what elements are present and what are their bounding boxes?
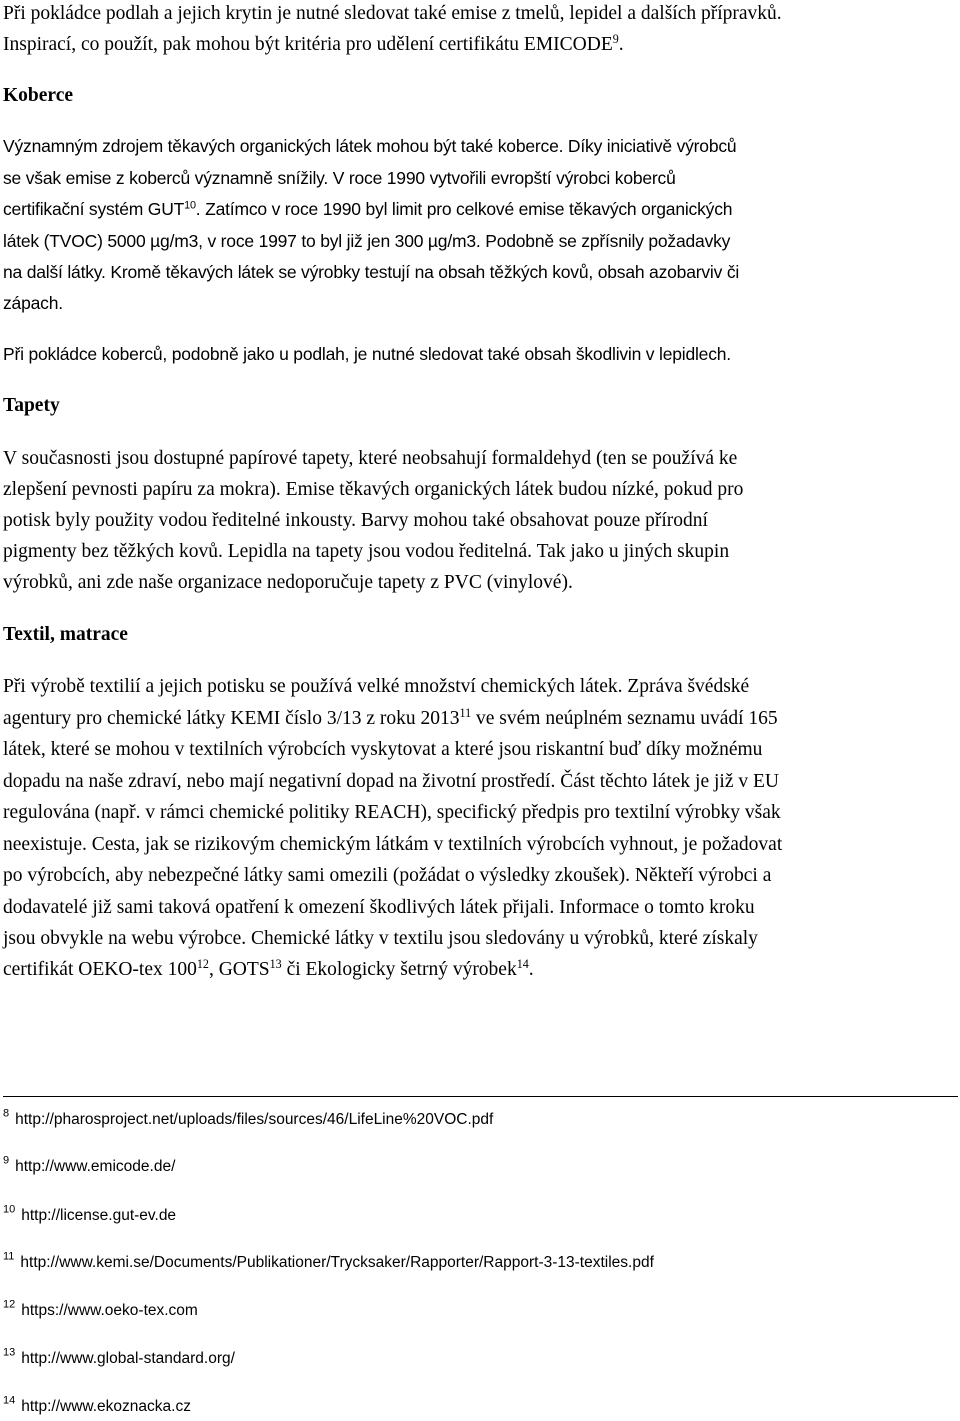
footnote-ref: 12: [196, 956, 209, 971]
footnote-number: 14: [3, 1394, 16, 1407]
footnote-ref: 11: [459, 705, 472, 720]
tapety-line-2: zlepšení pevnosti papíru za mokra). Emise těkavých organických látek budou nízké, pokud pro: [3, 479, 744, 500]
textil-line-4: dopadu na naše zdraví, nebo mají negativní dopad na životní prostředí. Část těchto látek je již v EU: [3, 771, 779, 792]
koberce-p2-line-1: Při pokládce koberců, podobně jako u podlah, je nutné sledovat také obsah škodlivin v lepidlech.: [3, 344, 731, 364]
footnote-number: 10: [3, 1203, 16, 1216]
footnote-9: [3, 1154, 176, 1177]
heading-koberce: Koberce: [3, 85, 74, 106]
intro-line-1: Při pokládce podlah a jejich krytin je nutné sledovat také emise z tmelů, lepidel a dalších přípravků.: [3, 3, 782, 24]
koberce-line-5: na další látky. Kromě těkavých látek se výrobky testují na obsah těžkých kovů, obsah azobarviv či: [3, 262, 740, 282]
footnote-10: [3, 1203, 177, 1226]
koberce-line-3: certifikační systém GUT$^{10}$. Zatímco v roce 1990 byl limit pro celkové emise těkavých organických: [3, 199, 733, 219]
footnote-14: [3, 1394, 191, 1417]
footnote-separator: [3, 1096, 958, 1097]
tapety-line-4: pigmenty bez těžkých kovů. Lepidla na tapety jsou vodou ředitelná. Tak jako u jiných skupin: [3, 541, 730, 562]
footnote-13: [3, 1346, 235, 1369]
footnote-12: [3, 1298, 198, 1321]
footnote-number: 12: [3, 1298, 16, 1311]
footnote-number: 9: [3, 1154, 10, 1167]
footnote-ref: 10: [184, 199, 196, 212]
textil-line-1: Při výrobě textilií a jejich potisku se používá velké množství chemických látek. Zpráva švédské: [3, 676, 750, 697]
heading-textil: Textil, matrace: [3, 624, 128, 645]
footnote-number: 11: [3, 1250, 15, 1263]
textil-line-5: regulována (např. v rámci chemické politiky REACH), specifický předpis pro textilní výrobky však: [3, 802, 781, 823]
footnote-link[interactable]: http://www.global-standard.org/: [21, 1350, 235, 1367]
textil-line-3: látek, které se mohou v textilních výrobcích vyskytovat a které jsou riskantní buď díky možnému: [3, 739, 763, 760]
footnote-11: [3, 1250, 654, 1273]
tapety-line-1: V současnosti jsou dostupné papírové tapety, které neobsahují formaldehyd (ten se používá ke: [3, 448, 738, 469]
footnote-ref: 9: [612, 31, 619, 46]
footnote-number: 13: [3, 1346, 16, 1359]
intro-line-2: Inspirací, co použít, pak mohou být kritéria pro udělení certifikátu EMICODE$^9$.: [3, 31, 624, 55]
textil-line-9: jsou obvykle na webu výrobce. Chemické látky v textilu jsou sledovány u výrobků, které získaly: [3, 928, 758, 949]
koberce-line-6: zápach.: [3, 293, 63, 313]
footnote-link[interactable]: http://www.kemi.se/Documents/Publikationer/Trycksaker/Rapporter/Rapport-3-13-textiles.pdf: [20, 1254, 654, 1271]
textil-line-7: po výrobcích, aby nebezpečné látky sami omezili (požádat o výsledky zkoušek). Někteří výrobci a: [3, 865, 772, 886]
koberce-line-2: se však emise z koberců významně snížily. V roce 1990 vytvořili evropští výrobci koberců: [3, 168, 676, 188]
footnote-link[interactable]: http://www.ekoznacka.cz: [21, 1398, 191, 1415]
koberce-line-1: Významným zdrojem těkavých organických látek mohou být také koberce. Díky iniciativě výrobců: [3, 136, 737, 156]
textil-line-6: neexistuje. Cesta, jak se rizikovým chemickým látkám v textilních výrobcích vyhnout, je požadovat: [3, 834, 783, 855]
footnote-link[interactable]: http://www.emicode.de/: [15, 1158, 176, 1175]
tapety-line-5: výrobků, ani zde naše organizace nedoporučuje tapety z PVC (vinylové).: [3, 572, 573, 593]
heading-tapety: Tapety: [3, 395, 60, 416]
footnote-ref: 14: [516, 956, 529, 971]
footnote-number: 8: [3, 1107, 10, 1120]
textil-line-8: dodavatelé již sami taková opatření k omezení škodlivých látek přijali. Informace o tomto kroku: [3, 897, 755, 918]
footnote-link[interactable]: http://pharosproject.net/uploads/files/sources/46/LifeLine%20VOC.pdf: [15, 1111, 494, 1128]
tapety-line-3: potisk byly použity vodou ředitelné inkousty. Barvy mohou také obsahovat pouze přírodní: [3, 510, 708, 531]
textil-line-10: certifikát OEKO-tex $100^{12}$, GOTS$^{13}$ či Ekologicky šetrný výrobek$^{14}$.: [3, 956, 534, 980]
footnote-ref: 13: [269, 956, 282, 971]
footnote-8: [3, 1107, 494, 1130]
koberce-line-4: látek (TVOC) 5000 µg/m3, v roce 1997 to byl již jen 300 µg/m3. Podobně se zpřísnily požadavky: [3, 231, 731, 251]
footnote-link[interactable]: http://license.gut-ev.de: [21, 1207, 177, 1224]
textil-line-2: agentury pro chemické látky KEMI číslo 3/13 z roku 2013$^{11}$ ve svém neúplném seznamu uvádí 165: [3, 705, 778, 729]
footnote-link[interactable]: https://www.oeko-tex.com: [21, 1302, 198, 1319]
